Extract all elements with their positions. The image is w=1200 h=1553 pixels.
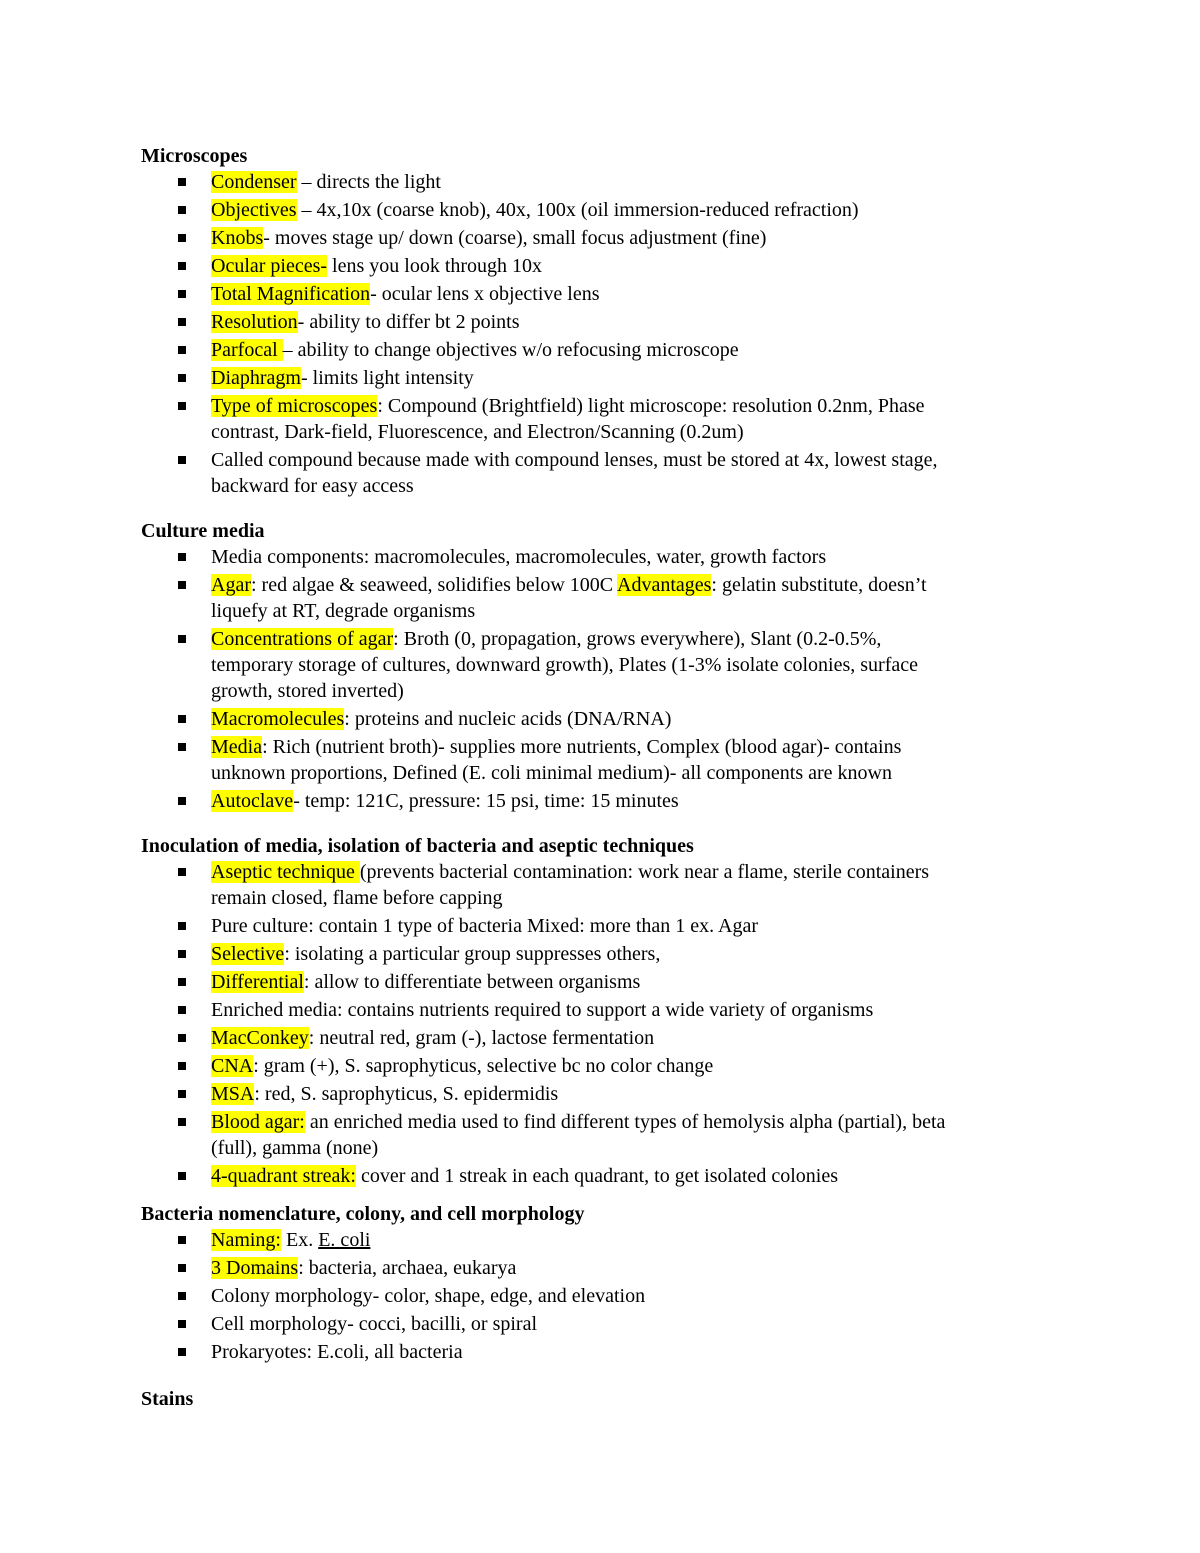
- list-item: [141, 1053, 1061, 1079]
- section-heading: Culture media: [141, 520, 265, 542]
- list-item: [141, 1255, 1061, 1281]
- square-bullet-icon: [178, 290, 186, 298]
- list-item: [141, 197, 1061, 223]
- item-text: E. coli: [318, 1229, 371, 1251]
- item-text: Enriched media: contains nutrients required to support a wide variety of organisms: [211, 999, 874, 1021]
- item-text: Prokaryotes: E.coli, all bacteria: [211, 1341, 463, 1363]
- item-text: - ability to differ bt 2 points: [297, 311, 520, 333]
- section-bacteria-nomenclature-colony-and-cell-morphology: [141, 1201, 1061, 1365]
- item-text: – ability to change objectives w/o refocusing microscope: [282, 339, 739, 361]
- highlighted-term: Media: [211, 736, 263, 758]
- square-bullet-icon: [178, 402, 186, 410]
- highlighted-term: MacConkey: [211, 1027, 309, 1049]
- list-item: [141, 337, 1061, 363]
- item-text: Cell morphology- cocci, bacilli, or spiral: [211, 1313, 538, 1335]
- list-item: [141, 572, 1061, 598]
- highlighted-term: Blood agar:: [211, 1111, 305, 1133]
- list-item: [141, 393, 1061, 419]
- item-text: liquefy at RT, degrade organisms: [211, 600, 476, 622]
- square-bullet-icon: [178, 374, 186, 382]
- highlighted-term: 4-quadrant streak:: [211, 1165, 356, 1187]
- highlighted-term: MSA: [211, 1083, 255, 1105]
- item-text: unknown proportions, Defined (E. coli minimal medium)- all components are known: [211, 762, 892, 784]
- item-text: - temp: 121C, pressure: 15 psi, time: 15 minutes: [293, 790, 679, 812]
- item-text: : proteins and nucleic acids (DNA/RNA): [344, 708, 672, 730]
- section-heading: Inoculation of media, isolation of bacteria and aseptic techniques: [141, 835, 694, 857]
- item-text: - limits light intensity: [300, 367, 474, 389]
- square-bullet-icon: [178, 262, 186, 270]
- list-item: [141, 281, 1061, 307]
- list-item: [141, 1025, 1061, 1051]
- list-item-continuation: [141, 760, 1061, 786]
- square-bullet-icon: [178, 1118, 186, 1126]
- highlighted-term: Diaphragm: [211, 367, 301, 389]
- square-bullet-icon: [178, 1292, 186, 1300]
- list-item: [141, 365, 1061, 391]
- item-text: lens you look through 10x: [327, 255, 543, 277]
- highlighted-term: Ocular pieces-: [211, 255, 328, 277]
- list-item: [141, 788, 1061, 814]
- bullet-list: [141, 544, 1061, 814]
- square-bullet-icon: [178, 234, 186, 242]
- item-text: : red algae & seaweed, solidifies below 100C: [250, 574, 617, 596]
- highlighted-term: Autoclave: [211, 790, 294, 812]
- section-culture-media: [141, 518, 1061, 814]
- item-text: - ocular lens x objective lens: [370, 283, 600, 305]
- list-item: [141, 626, 1061, 652]
- highlighted-term: Parfocal: [211, 339, 283, 361]
- square-bullet-icon: [178, 1062, 186, 1070]
- list-item: [141, 1109, 1061, 1135]
- list-item: [141, 225, 1061, 251]
- bullet-list: [141, 859, 1061, 1189]
- item-text: – directs the light: [296, 171, 441, 193]
- item-text: : isolating a particular group suppresses others,: [284, 943, 661, 965]
- section-microscopes: [141, 143, 1061, 499]
- highlighted-term: Total Magnification: [211, 283, 371, 305]
- list-item: [141, 969, 1061, 995]
- square-bullet-icon: [178, 1348, 186, 1356]
- list-item-continuation: [141, 598, 1061, 624]
- highlighted-term: Advantages: [617, 574, 712, 596]
- highlighted-term: CNA: [211, 1055, 254, 1077]
- item-text: : gelatin substitute, doesn’t: [711, 574, 927, 596]
- list-item: [141, 309, 1061, 335]
- list-item: [141, 706, 1061, 732]
- square-bullet-icon: [178, 1236, 186, 1244]
- highlighted-term: Agar: [211, 574, 251, 596]
- section-stains: [141, 1386, 1061, 1412]
- square-bullet-icon: [178, 1172, 186, 1180]
- square-bullet-icon: [178, 978, 186, 986]
- square-bullet-icon: [178, 1264, 186, 1272]
- item-text: - moves stage up/ down (coarse), small focus adjustment (fine): [263, 227, 767, 249]
- square-bullet-icon: [178, 318, 186, 326]
- square-bullet-icon: [178, 743, 186, 751]
- list-item: [141, 734, 1061, 760]
- highlighted-term: Knobs: [211, 227, 264, 249]
- list-item: [141, 253, 1061, 279]
- highlighted-term: Aseptic technique: [211, 861, 360, 883]
- square-bullet-icon: [178, 1034, 186, 1042]
- square-bullet-icon: [178, 1006, 186, 1014]
- list-item: [141, 1283, 1061, 1309]
- item-text: : Compound (Brightfield) light microscope: resolution 0.2nm, Phase: [377, 395, 925, 417]
- list-item-continuation: [141, 473, 1061, 499]
- highlighted-term: 3 Domains: [211, 1257, 299, 1279]
- bullet-list: [141, 169, 1061, 499]
- item-text: Pure culture: contain 1 type of bacteria Mixed: more than 1 ex. Agar: [211, 915, 759, 937]
- list-item: [141, 1339, 1061, 1365]
- list-item: [141, 997, 1061, 1023]
- item-text: contrast, Dark-field, Fluorescence, and Electron/Scanning (0.2um): [211, 421, 744, 443]
- list-item: [141, 941, 1061, 967]
- list-item-continuation: [141, 652, 1061, 678]
- highlighted-term: Type of microscopes: [211, 395, 378, 417]
- square-bullet-icon: [178, 868, 186, 876]
- square-bullet-icon: [178, 346, 186, 354]
- list-item-continuation: [141, 419, 1061, 445]
- item-text: (prevents bacterial contamination: work near a flame, sterile containers: [359, 861, 930, 883]
- square-bullet-icon: [178, 178, 186, 186]
- list-item-continuation: [141, 1135, 1061, 1161]
- item-text: Called compound because made with compound lenses, must be stored at 4x, lowest stage,: [211, 449, 938, 471]
- section-heading: Stains: [141, 1388, 194, 1410]
- item-text: Ex.: [281, 1229, 319, 1251]
- item-text: : gram (+), S. saprophyticus, selective bc no color change: [253, 1055, 714, 1077]
- square-bullet-icon: [178, 1090, 186, 1098]
- item-text: : allow to differentiate between organisms: [303, 971, 641, 993]
- bullet-list: [141, 1227, 1061, 1365]
- list-item: [141, 544, 1061, 570]
- item-text: growth, stored inverted): [211, 680, 404, 702]
- list-item-continuation: [141, 885, 1061, 911]
- item-text: : Rich (nutrient broth)- supplies more nutrients, Complex (blood agar)- contains: [262, 736, 902, 758]
- square-bullet-icon: [178, 206, 186, 214]
- item-text: Media components: macromolecules, macromolecules, water, growth factors: [211, 546, 827, 568]
- highlighted-term: Resolution: [211, 311, 298, 333]
- list-item: [141, 1311, 1061, 1337]
- item-text: cover and 1 streak in each quadrant, to get isolated colonies: [355, 1165, 839, 1187]
- square-bullet-icon: [178, 581, 186, 589]
- list-item: [141, 1163, 1061, 1189]
- item-text: Colony morphology- color, shape, edge, and elevation: [211, 1285, 646, 1307]
- item-text: an enriched media used to find different types of hemolysis alpha (partial), beta: [304, 1111, 946, 1133]
- list-item: [141, 859, 1061, 885]
- item-text: : red, S. saprophyticus, S. epidermidis: [254, 1083, 559, 1105]
- item-text: (full), gamma (none): [211, 1137, 379, 1159]
- square-bullet-icon: [178, 553, 186, 561]
- section-heading: Bacteria nomenclature, colony, and cell morphology: [141, 1203, 585, 1225]
- list-item: [141, 913, 1061, 939]
- list-item: [141, 1081, 1061, 1107]
- item-text: backward for easy access: [211, 475, 414, 497]
- square-bullet-icon: [178, 715, 186, 723]
- list-item: [141, 447, 1061, 473]
- highlighted-term: Macromolecules: [211, 708, 345, 730]
- list-item-continuation: [141, 678, 1061, 704]
- item-text: – 4x,10x (coarse knob), 40x, 100x (oil immersion-reduced refraction): [296, 199, 859, 221]
- square-bullet-icon: [178, 456, 186, 464]
- item-text: : bacteria, archaea, eukarya: [298, 1257, 517, 1279]
- highlighted-term: Condenser: [211, 171, 297, 193]
- item-text: : neutral red, gram (-), lactose fermentation: [308, 1027, 655, 1049]
- square-bullet-icon: [178, 922, 186, 930]
- item-text: : Broth (0, propagation, grows everywhere), Slant (0.2-0.5%,: [393, 628, 882, 650]
- highlighted-term: Differential: [211, 971, 304, 993]
- square-bullet-icon: [178, 1320, 186, 1328]
- item-text: remain closed, flame before capping: [211, 887, 503, 909]
- highlighted-term: Objectives: [211, 199, 297, 221]
- list-item: [141, 1227, 1061, 1253]
- square-bullet-icon: [178, 635, 186, 643]
- highlighted-term: Selective: [211, 943, 285, 965]
- highlighted-term: Naming:: [211, 1229, 281, 1251]
- item-text: temporary storage of cultures, downward growth), Plates (1-3% isolate colonies, surface: [211, 654, 919, 676]
- section-heading: Microscopes: [141, 145, 248, 167]
- square-bullet-icon: [178, 797, 186, 805]
- square-bullet-icon: [178, 950, 186, 958]
- list-item: [141, 169, 1061, 195]
- section-inoculation-of-media-isolation-of-bacteria-and-aseptic-techniques: [141, 833, 1061, 1189]
- highlighted-term: Concentrations of agar: [211, 628, 394, 650]
